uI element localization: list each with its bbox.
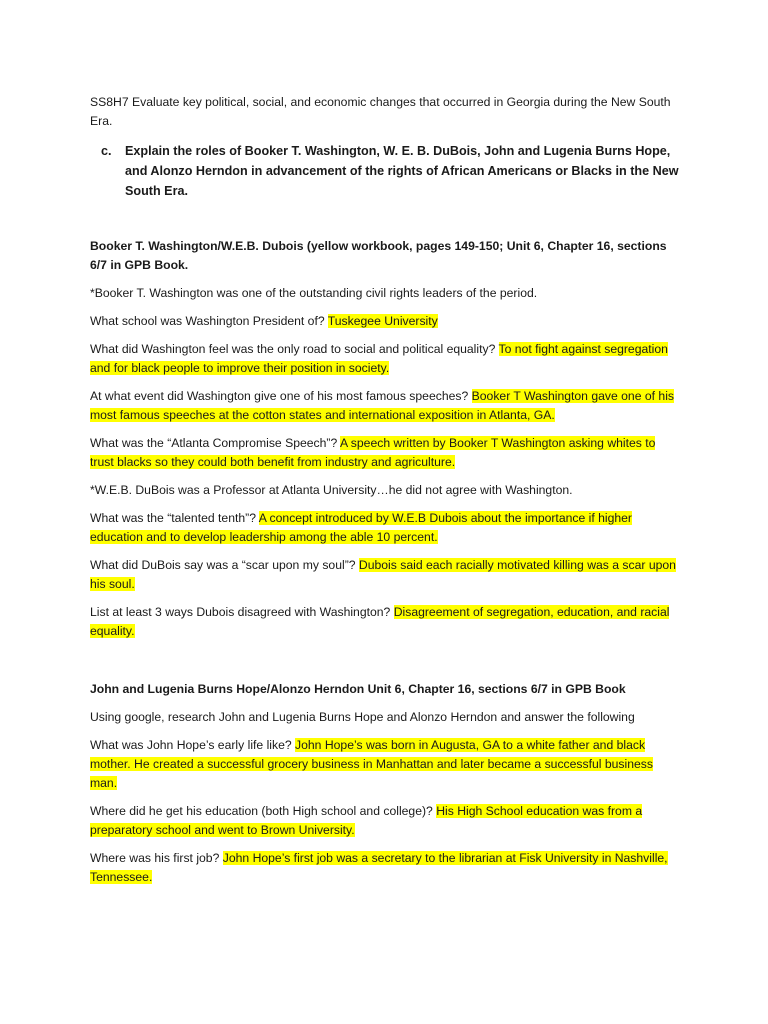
objective-text: Explain the roles of Booker T. Washington, W. E. B. DuBois, John and Lugenia Burns Hope, and Alonzo Herndon in advancement of the rights of African Americans or Blacks in the New South Era. (125, 144, 679, 198)
question-text: What did DuBois say was a “scar upon my soul”? (90, 558, 359, 572)
document-page (90, 93, 680, 896)
answer-highlight: His High School education was from a preparatory school and went to Brown University. (90, 804, 643, 837)
section-heading-washington-dubois: Booker T. Washington/W.E.B. Dubois (yellow workbook, pages 149-150; Unit 6, Chapter 16, sections 6/7 in GPB Book. (90, 239, 667, 272)
standard-text: SS8H7 Evaluate key political, social, and economic changes that occurred in Georgia during the New South Era. (90, 95, 671, 128)
note-dubois: *W.E.B. DuBois was a Professor at Atlanta University…he did not agree with Washington. (90, 483, 573, 497)
qa-item (90, 556, 680, 594)
answer-highlight: A speech written by Booker T Washington asking whites to trust blacks so they could both benefit from industry and agriculture. (90, 436, 656, 469)
answer-highlight: Dubois said each racially motivated killing was a scar upon his soul. (90, 558, 676, 591)
question-text: Where did he get his education (both High school and college)? (90, 804, 437, 818)
question-text: What was John Hope’s early life like? (90, 738, 296, 752)
qa-item (90, 340, 680, 378)
instructions-text: Using google, research John and Lugenia Burns Hope and Alonzo Herndon and answer the following (90, 710, 635, 724)
question-text: What did Washington feel was the only road to social and political equality? (90, 342, 499, 356)
note-washington: *Booker T. Washington was one of the outstanding civil rights leaders of the period. (90, 286, 538, 300)
objective (90, 141, 680, 201)
answer-highlight: John Hope’s was born in Augusta, GA to a white father and black mother. He created a successful grocery business in Manhattan and later became a successful business man. (90, 738, 653, 790)
qa-item (90, 603, 680, 641)
objective-marker: c. (101, 144, 112, 158)
answer-highlight: Tuskegee University (327, 314, 438, 328)
qa-item (90, 312, 680, 331)
answer-highlight: Booker T Washington gave one of his most famous speeches at the cotton states and international exposition in Atlanta, GA. (90, 389, 674, 422)
question-text: List at least 3 ways Dubois disagreed with Washington? (90, 605, 394, 619)
question-text: What was the “talented tenth”? (90, 511, 259, 525)
answer-highlight: To not fight against segregation and for black people to improve their position in society. (90, 342, 668, 375)
question-text: What school was Washington President of? (90, 314, 328, 328)
qa-item (90, 849, 680, 887)
qa-item (90, 802, 680, 840)
qa-item (90, 736, 680, 793)
question-text: Where was his first job? (90, 851, 223, 865)
question-text: What was the “Atlanta Compromise Speech”? (90, 436, 340, 450)
section-heading-hope-herndon: John and Lugenia Burns Hope/Alonzo Herndon Unit 6, Chapter 16, sections 6/7 in GPB Book (90, 682, 626, 696)
answer-highlight: A concept introduced by W.E.B Dubois about the importance if higher education and to develop leadership among the able 10 percent. (90, 511, 632, 544)
qa-item (90, 509, 680, 547)
question-text: At what event did Washington give one of his most famous speeches? (90, 389, 472, 403)
section-spacer (90, 650, 680, 680)
answer-highlight: Disagreement of segregation, education, and racial equality. (90, 605, 670, 638)
qa-item (90, 434, 680, 472)
answer-highlight: John Hope’s first job was a secretary to the librarian at Fisk University in Nashville, Tennessee. (90, 851, 668, 884)
qa-item (90, 387, 680, 425)
